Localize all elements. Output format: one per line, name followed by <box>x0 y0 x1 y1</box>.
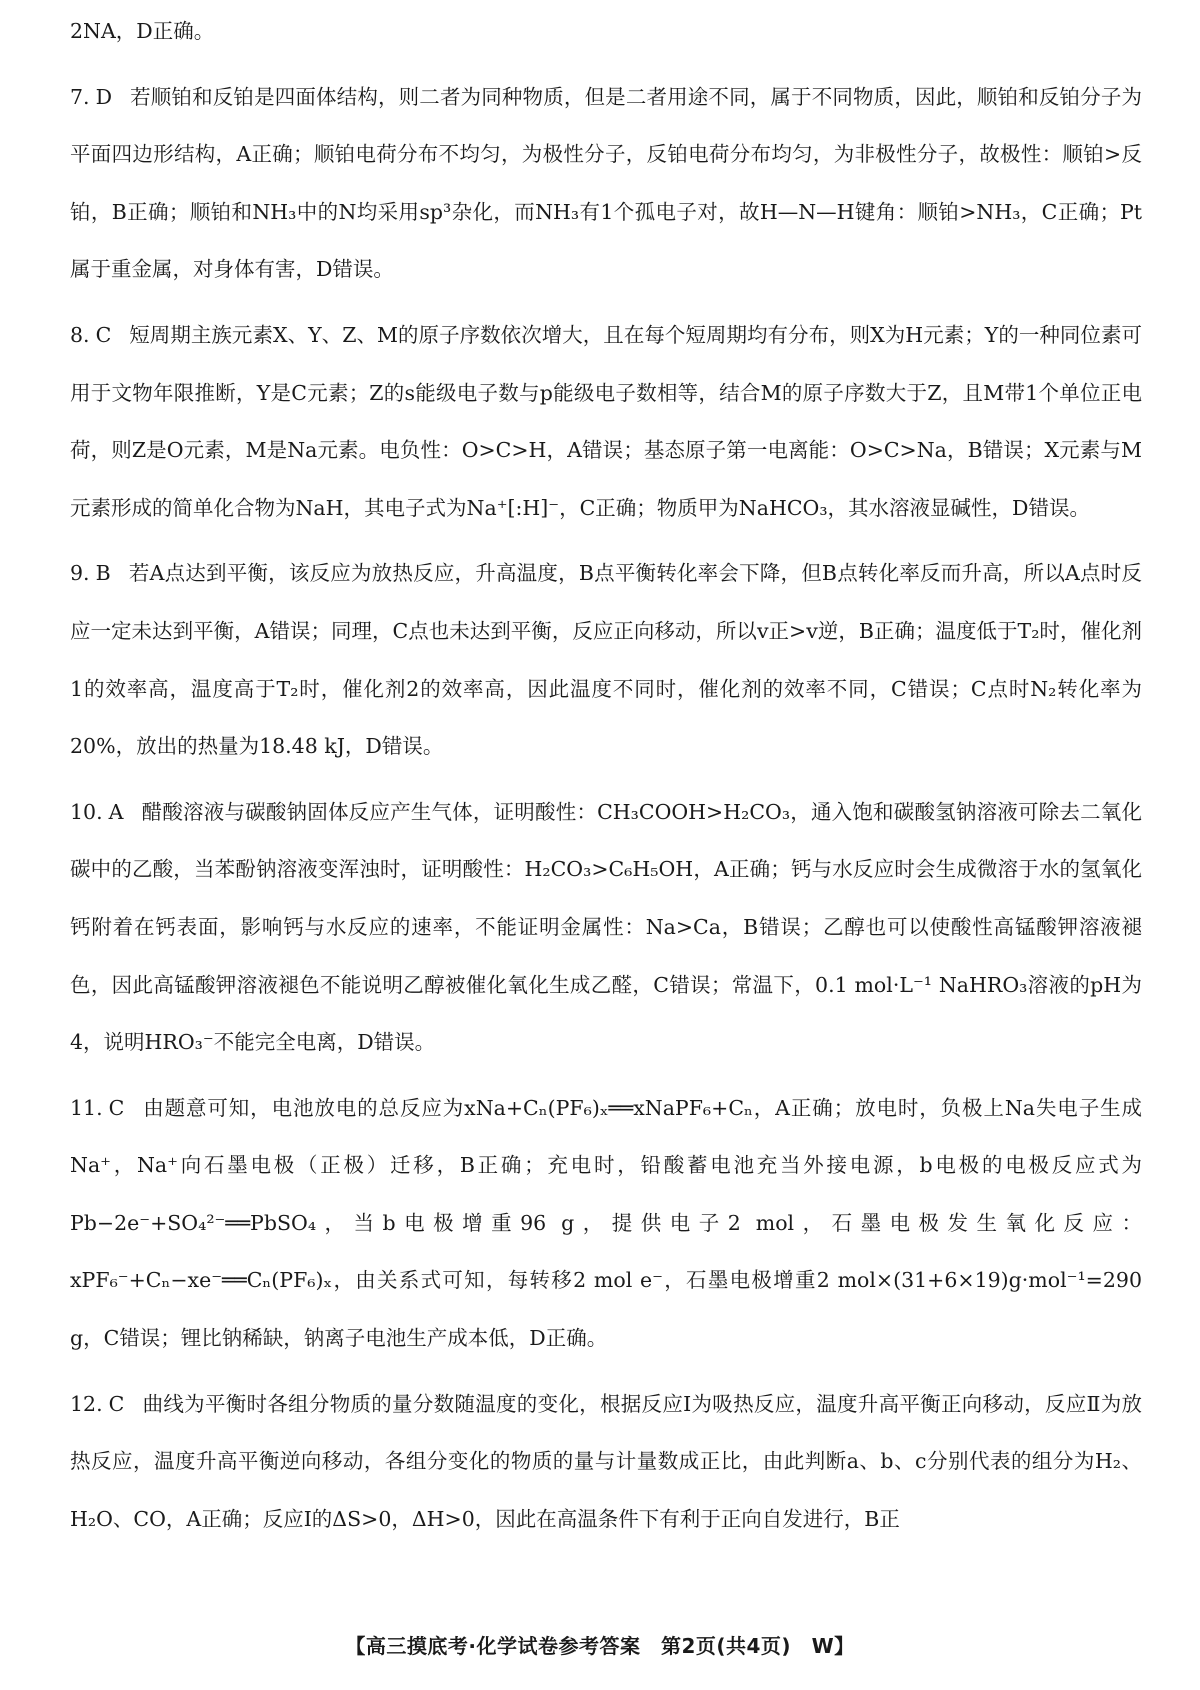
item-number: 8. <box>70 322 90 347</box>
answer-item-9 <box>70 545 1142 775</box>
item-explanation: 若A点达到平衡，该反应为放热反应，升高温度，B点平衡转化率会下降，但B点转化率反而升高，所以A点时反应一定未达到平衡，A错误；同理，C点也未达到平衡，反应正向移动，所以v正>v逆，B正确；温度低于T₂时，催化剂1的效率高，温度高于T₂时，催化剂2的效率高，因此温度不同时，催化剂的效率不同，C错误；C点时N₂转化率为20%，放出的热量为18.48 kJ，D错误。 <box>70 561 1142 759</box>
answer-item-10 <box>70 784 1142 1072</box>
answer-item-11 <box>70 1080 1142 1368</box>
item-number: 10. <box>70 799 103 824</box>
item-number: 7. <box>70 84 90 109</box>
item-answer: B <box>95 561 111 586</box>
item-answer: C <box>95 322 112 347</box>
answer-item-7 <box>70 69 1142 299</box>
answer-item-8 <box>70 307 1142 537</box>
item-explanation: 短周期主族元素X、Y、Z、M的原子序数依次增大，且在每个短周期均有分布，则X为H元素；Y的一种同位素可用于文物年限推断，Y是C元素；Z的s能级电子数与p能级电子数相等，结合M的原子序数大于Z，且M带1个单位正电荷，则Z是O元素，M是Na元素。电负性：O>C>H，A错误；基态原子第一电离能：O>C>Na，B错误；X元素与M元素形成的简单化合物为NaH，其电子式为Na⁺[:H]⁻，C正确；物质甲为NaHCO₃，其水溶液显碱性，D错误。 <box>70 322 1142 520</box>
item-explanation: 醋酸溶液与碳酸钠固体反应产生气体，证明酸性：CH₃COOH>H₂CO₃，通入饱和碳酸氢钠溶液可除去二氧化碳中的乙酸，当苯酚钠溶液变浑浊时，证明酸性：H₂CO₃>C₆H₅OH，A正确；钙与水反应时会生成微溶于水的氢氧化钙附着在钙表面，影响钙与水反应的速率，不能证明金属性：Na>Ca，B错误；乙醇也可以使酸性高锰酸钾溶液褪色，因此高锰酸钾溶液褪色不能说明乙醇被催化氧化生成乙醛，C错误；常温下，0.1 mol·L⁻¹ NaHRO₃溶液的pH为4，说明HRO₃⁻不能完全电离，D错误。 <box>70 799 1142 1055</box>
item-answer: C <box>108 1095 125 1120</box>
item-answer: D <box>95 84 112 109</box>
item-answer: A <box>108 799 124 824</box>
item-number: 12. <box>70 1391 103 1416</box>
page-footer: 【高三摸底考·化学试卷参考答案 第2页(共4页) W】 <box>345 1634 855 1658</box>
item-answer: C <box>108 1391 125 1416</box>
item-explanation: 曲线为平衡时各组分物质的量分数随温度的变化，根据反应Ⅰ为吸热反应，温度升高平衡正向移动，反应Ⅱ为放热反应，温度升高平衡逆向移动，各组分变化的物质的量与计量数成正比，由此判断a、b、c分别代表的组分为H₂、H₂O、CO，A正确；反应Ⅰ的ΔS>0，ΔH>0，因此在高温条件下有利于正向自发进行，B正 <box>70 1391 1142 1531</box>
item-explanation: 由题意可知，电池放电的总反应为xNa+Cₙ(PF₆)ₓ══xNaPF₆+Cₙ，A正确；放电时，负极上Na失电子生成Na⁺，Na⁺向石墨电极（正极）迁移，B正确；充电时，铅酸蓄电池充当外接电源，b电极的电极反应式为Pb−2e⁻+SO₄²⁻══PbSO₄，当b电极增重96 g，提供电子2 mol，石墨电极发生氧化反应：xPF₆⁻+Cₙ−xe⁻══Cₙ(PF₆)ₓ，由关系式可知，每转移2 mol e⁻，石墨电极增重2 mol×(31+6×19)g·mol⁻¹=290 g，C错误；锂比钠稀缺，钠离子电池生产成本低，D正确。 <box>70 1095 1142 1351</box>
item-number: 9. <box>70 561 90 586</box>
answer-item-12 <box>70 1376 1142 1549</box>
item-number: 11. <box>70 1095 103 1120</box>
intro-line: 2NA，D正确。 <box>70 19 215 43</box>
item-explanation: 若顺铂和反铂是四面体结构，则二者为同种物质，但是二者用途不同，属于不同物质，因此，顺铂和反铂分子为平面四边形结构，A正确；顺铂电荷分布不均匀，为极性分子，反铂电荷分布均匀，为非极性分子，故极性：顺铂>反铂，B正确；顺铂和NH₃中的N均采用sp³杂化，而NH₃有1个孤电子对，故H—N—H键角：顺铂>NH₃，C正确；Pt属于重金属，对身体有害，D错误。 <box>70 84 1142 282</box>
answer-page <box>70 0 1142 1548</box>
